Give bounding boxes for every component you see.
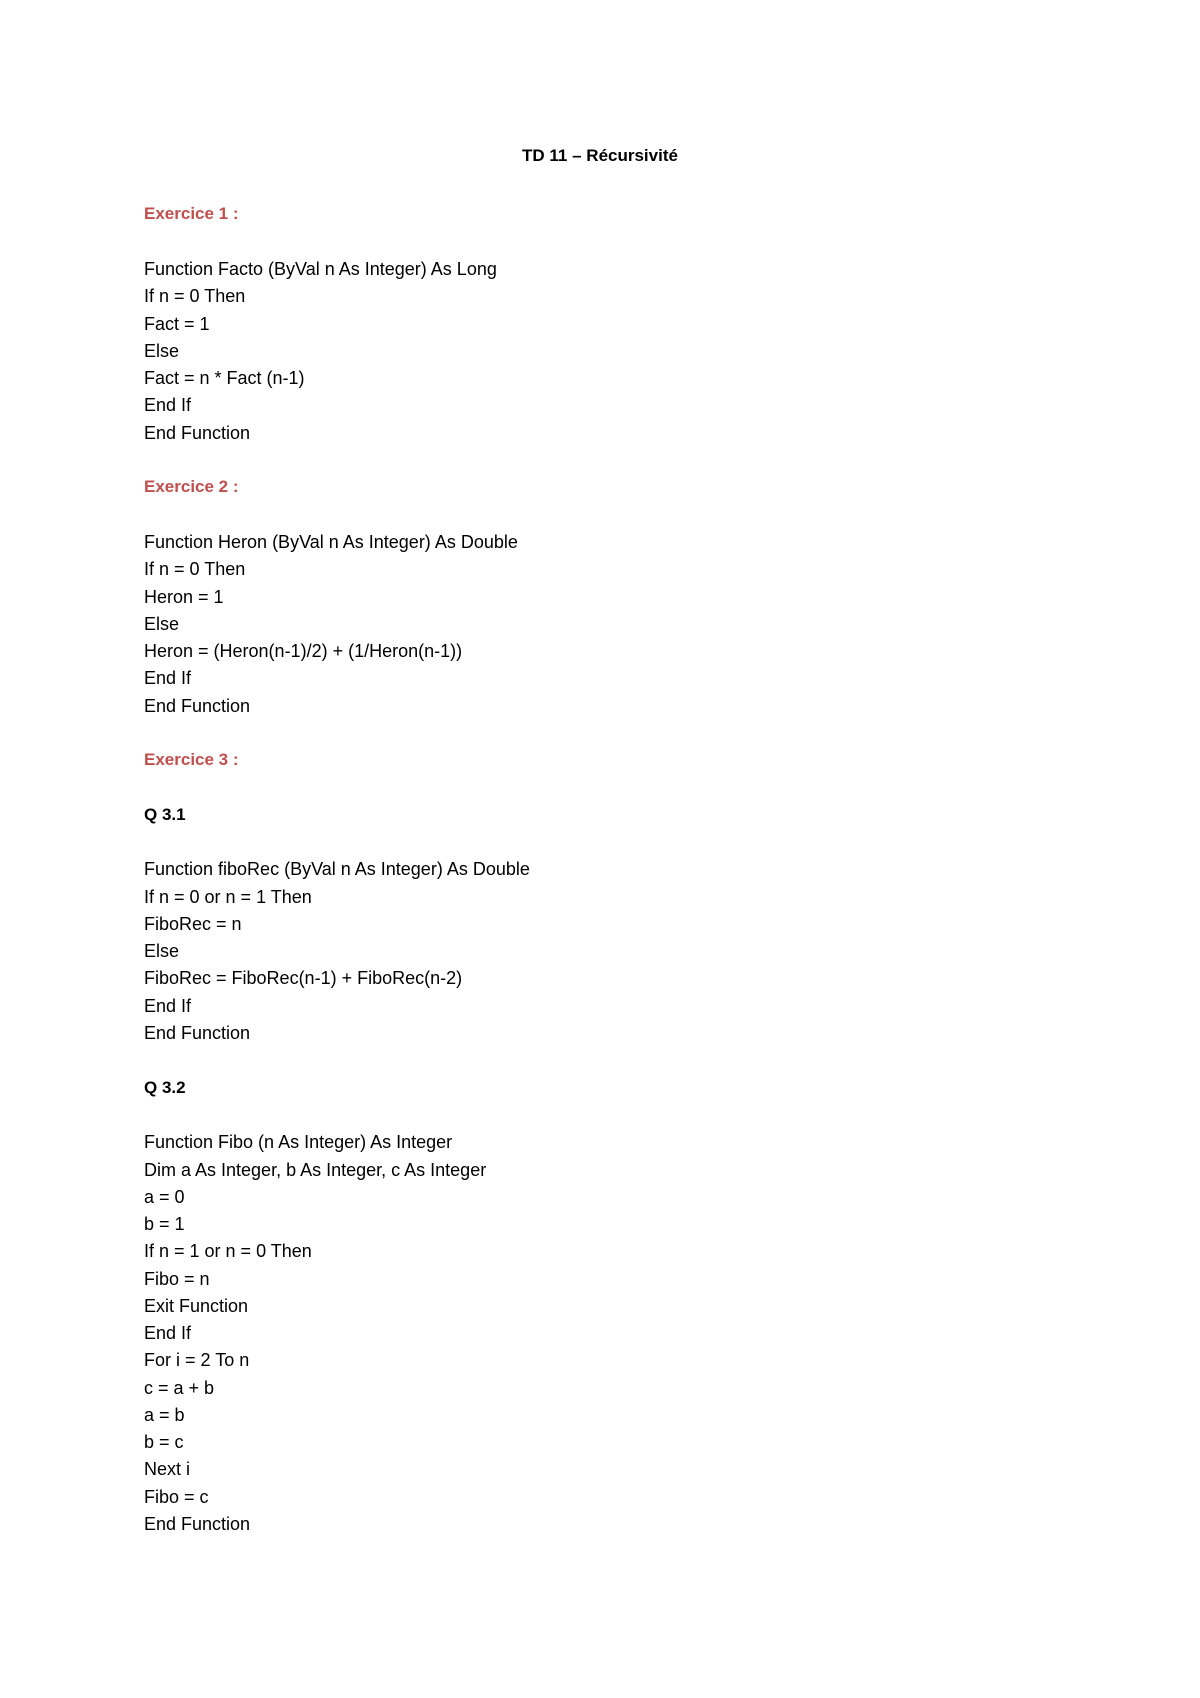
code-line: End If [144,1323,192,1343]
code-line: Else [144,614,180,634]
code-line: End Function [144,1023,251,1043]
page-title: TD 11 – Récursivité [522,146,678,165]
code-line: Function Fibo (n As Integer) As Integer [144,1132,453,1152]
code-line: Fact = n * Fact (n-1) [144,368,305,388]
code-line: If n = 1 or n = 0 Then [144,1241,312,1261]
question-3-1-label: Q 3.1 [144,805,186,824]
code-line: Fact = 1 [144,314,210,334]
exercise-2-heading: Exercice 2 : [144,477,239,496]
exercise-1-heading: Exercice 1 : [144,204,239,223]
code-line: Heron = 1 [144,587,224,607]
code-line: b = 1 [144,1214,185,1234]
code-line: b = c [144,1432,184,1452]
code-line: End If [144,668,192,688]
code-line: Exit Function [144,1296,249,1316]
code-line: Function Facto (ByVal n As Integer) As Long [144,259,497,279]
code-line: Dim a As Integer, b As Integer, c As Integer [144,1160,487,1180]
code-line: End Function [144,696,251,716]
code-line: End Function [144,1514,251,1534]
code-line: Function fiboRec (ByVal n As Integer) As Double [144,859,530,879]
code-line: End If [144,395,192,415]
code-line: a = b [144,1405,185,1425]
code-line: Next i [144,1459,191,1479]
code-line: End Function [144,423,251,443]
exercise-3-heading: Exercice 3 : [144,750,239,769]
question-3-2-label: Q 3.2 [144,1078,186,1097]
code-line: If n = 0 or n = 1 Then [144,887,312,907]
code-line: a = 0 [144,1187,185,1207]
code-line: Function Heron (ByVal n As Integer) As Double [144,532,518,552]
code-line: FiboRec = n [144,914,242,934]
code-line: If n = 0 Then [144,559,246,579]
code-line: Heron = (Heron(n-1)/2) + (1/Heron(n-1)) [144,641,463,661]
code-line: Fibo = c [144,1487,209,1507]
code-line: For i = 2 To n [144,1350,250,1370]
code-line: c = a + b [144,1378,215,1398]
code-line: Else [144,941,180,961]
code-line: Else [144,341,180,361]
code-line: End If [144,996,192,1016]
code-line: Fibo = n [144,1269,210,1289]
code-line: FiboRec = FiboRec(n-1) + FiboRec(n-2) [144,968,463,988]
code-line: If n = 0 Then [144,286,246,306]
